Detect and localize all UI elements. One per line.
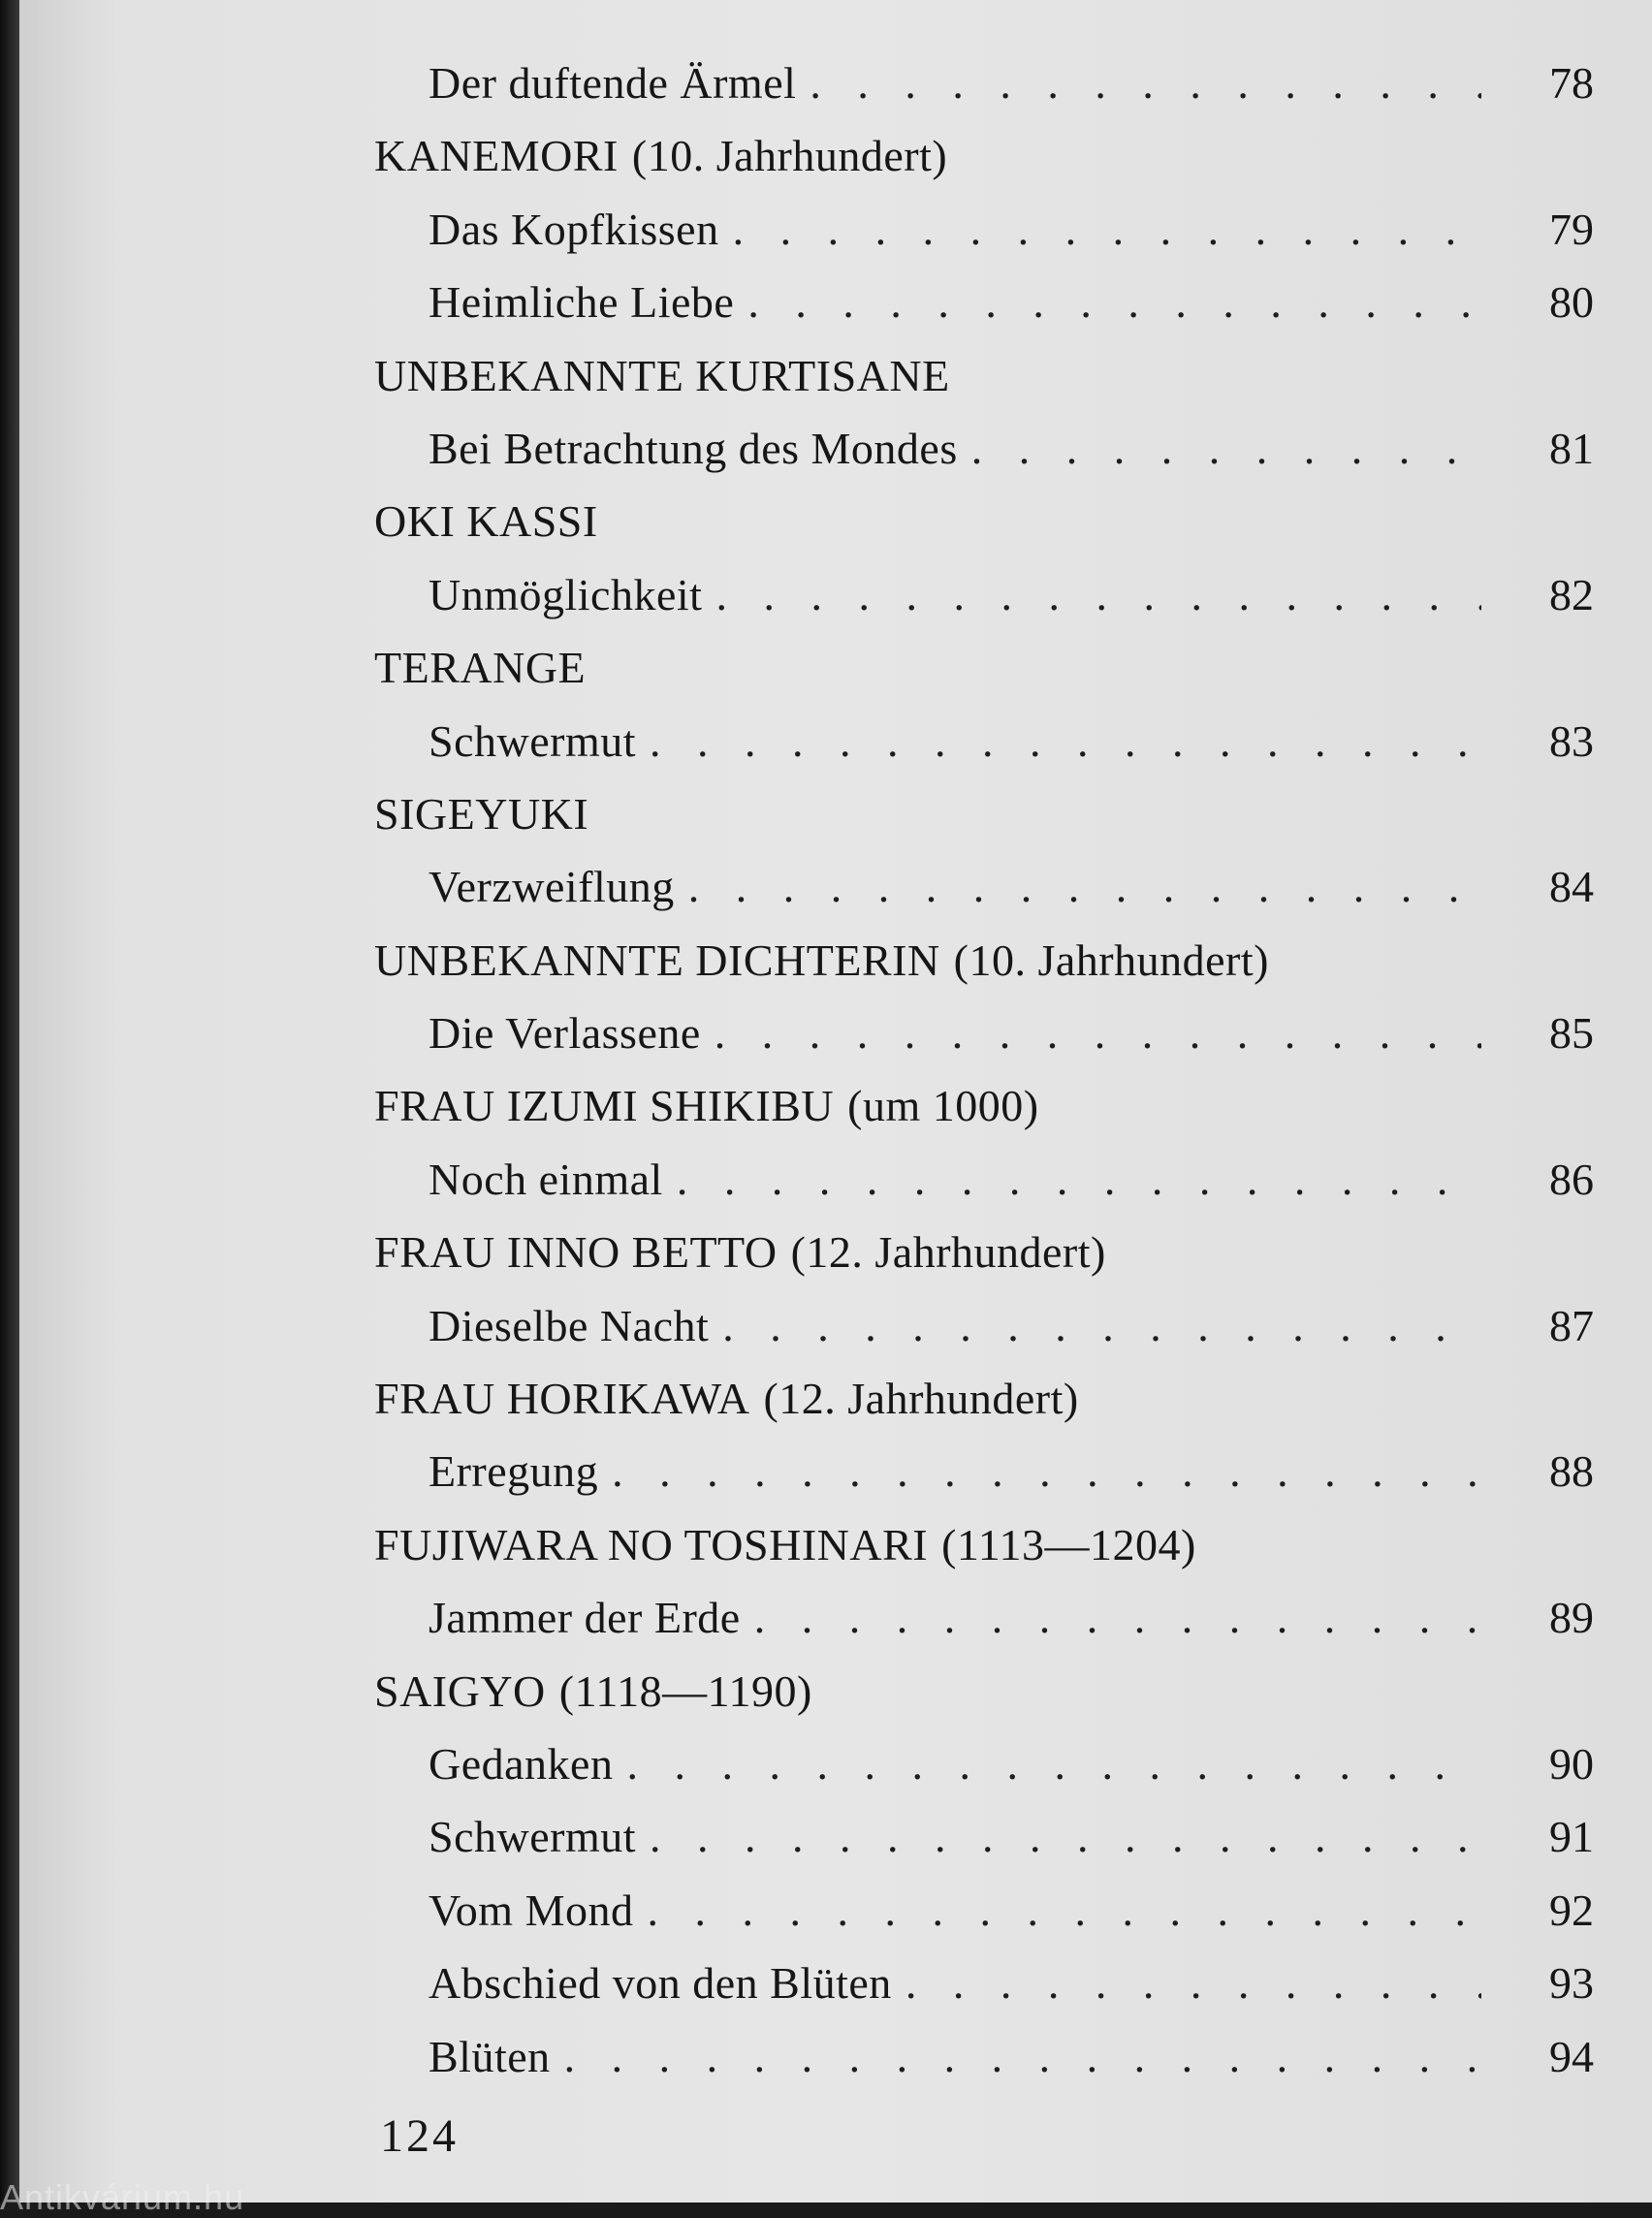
author-date: (1113—1204) [941, 1519, 1196, 1569]
dot-leader [688, 850, 1481, 923]
toc-entry [349, 1874, 1600, 1947]
entry-title: Dieselbe Nacht [429, 1300, 710, 1350]
toc-entry [349, 1435, 1600, 1507]
author-date: (um 1000) [847, 1081, 1039, 1131]
entry-page-number: 88 [1549, 1446, 1594, 1497]
entry-page-number: 90 [1549, 1738, 1594, 1789]
entry-page-number: 89 [1549, 1593, 1594, 1643]
dot-leader [677, 1143, 1481, 1216]
toc-author-heading [349, 631, 1600, 704]
entry-page-number: 91 [1549, 1812, 1594, 1862]
toc-entry [349, 266, 1600, 338]
toc-entry [349, 193, 1600, 266]
entry-title: Bei Betrachtung des Mondes [429, 423, 958, 473]
toc-author-heading [349, 1508, 1600, 1581]
dot-leader [612, 1435, 1481, 1507]
toc-author-heading [349, 924, 1600, 997]
author-name: SIGEYUKI [374, 788, 589, 839]
dot-leader [564, 2020, 1481, 2093]
dot-leader [715, 558, 1481, 631]
toc-entry [349, 1581, 1600, 1654]
toc-entry [349, 2020, 1600, 2093]
author-date: (12. Jahrhundert) [763, 1374, 1079, 1424]
toc-entry [349, 1947, 1600, 2019]
dot-leader [650, 1800, 1481, 1873]
author-date: (12. Jahrhundert) [790, 1227, 1106, 1278]
entry-page-number: 86 [1549, 1154, 1594, 1204]
toc-entry [349, 47, 1600, 119]
toc-author-heading [349, 339, 1600, 412]
page-binding-edge [0, 0, 19, 2202]
toc-author-heading [349, 1216, 1600, 1288]
entry-title: Verzweiflung [429, 862, 675, 912]
dot-leader [647, 1874, 1481, 1947]
page-number: 124 [380, 2110, 459, 2162]
entry-title: Die Verlassene [429, 1008, 701, 1059]
author-name: FRAU IZUMI SHIKIBU [374, 1081, 835, 1131]
author-date: (1118—1190) [558, 1665, 812, 1716]
dot-leader [754, 1581, 1481, 1654]
dot-leader [722, 1289, 1481, 1362]
toc-author-heading [349, 1362, 1600, 1435]
author-name: UNBEKANNTE KURTISANE [374, 350, 950, 400]
entry-title: Heimliche Liebe [429, 277, 735, 328]
toc-entry [349, 850, 1600, 923]
author-name: OKI KASSI [374, 496, 598, 547]
dot-leader [971, 412, 1481, 485]
toc-entry [349, 1800, 1600, 1873]
author-name: FRAU INNO BETTO [374, 1227, 778, 1278]
toc-author-heading [349, 119, 1600, 192]
entry-page-number: 87 [1549, 1300, 1594, 1350]
book-page [19, 0, 1652, 2202]
entry-page-number: 82 [1549, 569, 1594, 619]
dot-leader [747, 266, 1481, 338]
entry-page-number: 94 [1549, 2031, 1594, 2081]
entry-page-number: 84 [1549, 862, 1594, 912]
author-name: SAIGYO [374, 1665, 546, 1716]
entry-page-number: 81 [1549, 423, 1594, 473]
watermark: Antikvárium.hu [0, 2177, 245, 2217]
author-name: UNBEKANNTE DICHTERIN [374, 935, 940, 985]
dot-leader [905, 1947, 1481, 2019]
toc-entry [349, 705, 1600, 777]
entry-page-number: 80 [1549, 277, 1594, 328]
toc-author-heading [349, 777, 1600, 850]
entry-page-number: 78 [1549, 58, 1594, 108]
author-name: KANEMORI [374, 131, 619, 181]
entry-title: Das Kopfkissen [429, 204, 719, 254]
entry-page-number: 79 [1549, 204, 1594, 254]
entry-title: Gedanken [429, 1738, 614, 1789]
entry-page-number: 92 [1549, 1885, 1594, 1935]
toc-entry [349, 412, 1600, 485]
entry-title: Jammer der Erde [429, 1593, 741, 1643]
dot-leader [650, 705, 1481, 777]
table-of-contents [349, 47, 1600, 2093]
dot-leader [810, 47, 1481, 119]
entry-page-number: 93 [1549, 1958, 1594, 2009]
author-date: (10. Jahrhundert) [953, 935, 1269, 985]
entry-title: Vom Mond [429, 1885, 634, 1935]
dot-leader [733, 193, 1481, 266]
dot-leader [626, 1727, 1481, 1800]
toc-entry [349, 1289, 1600, 1362]
dot-leader [715, 997, 1481, 1069]
entry-title: Blüten [429, 2031, 551, 2081]
author-name: FRAU HORIKAWA [374, 1374, 750, 1424]
entry-page-number: 83 [1549, 715, 1594, 766]
author-date: (10. Jahrhundert) [631, 131, 948, 181]
toc-author-heading [349, 485, 1600, 557]
toc-author-heading [349, 1655, 1600, 1727]
toc-entry [349, 1143, 1600, 1216]
entry-title: Erregung [429, 1446, 599, 1497]
entry-title: Schwermut [429, 1812, 637, 1862]
entry-title: Schwermut [429, 715, 637, 766]
entry-page-number: 85 [1549, 1008, 1594, 1059]
toc-entry [349, 1727, 1600, 1800]
author-name: FUJIWARA NO TOSHINARI [374, 1519, 929, 1569]
author-name: TERANGE [374, 643, 587, 693]
toc-author-heading [349, 1069, 1600, 1142]
entry-title: Noch einmal [429, 1154, 663, 1204]
toc-entry [349, 558, 1600, 631]
toc-entry [349, 997, 1600, 1069]
entry-title: Der duftende Ärmel [429, 58, 797, 108]
entry-title: Abschied von den Blüten [429, 1958, 892, 2009]
entry-title: Unmöglichkeit [429, 569, 703, 619]
